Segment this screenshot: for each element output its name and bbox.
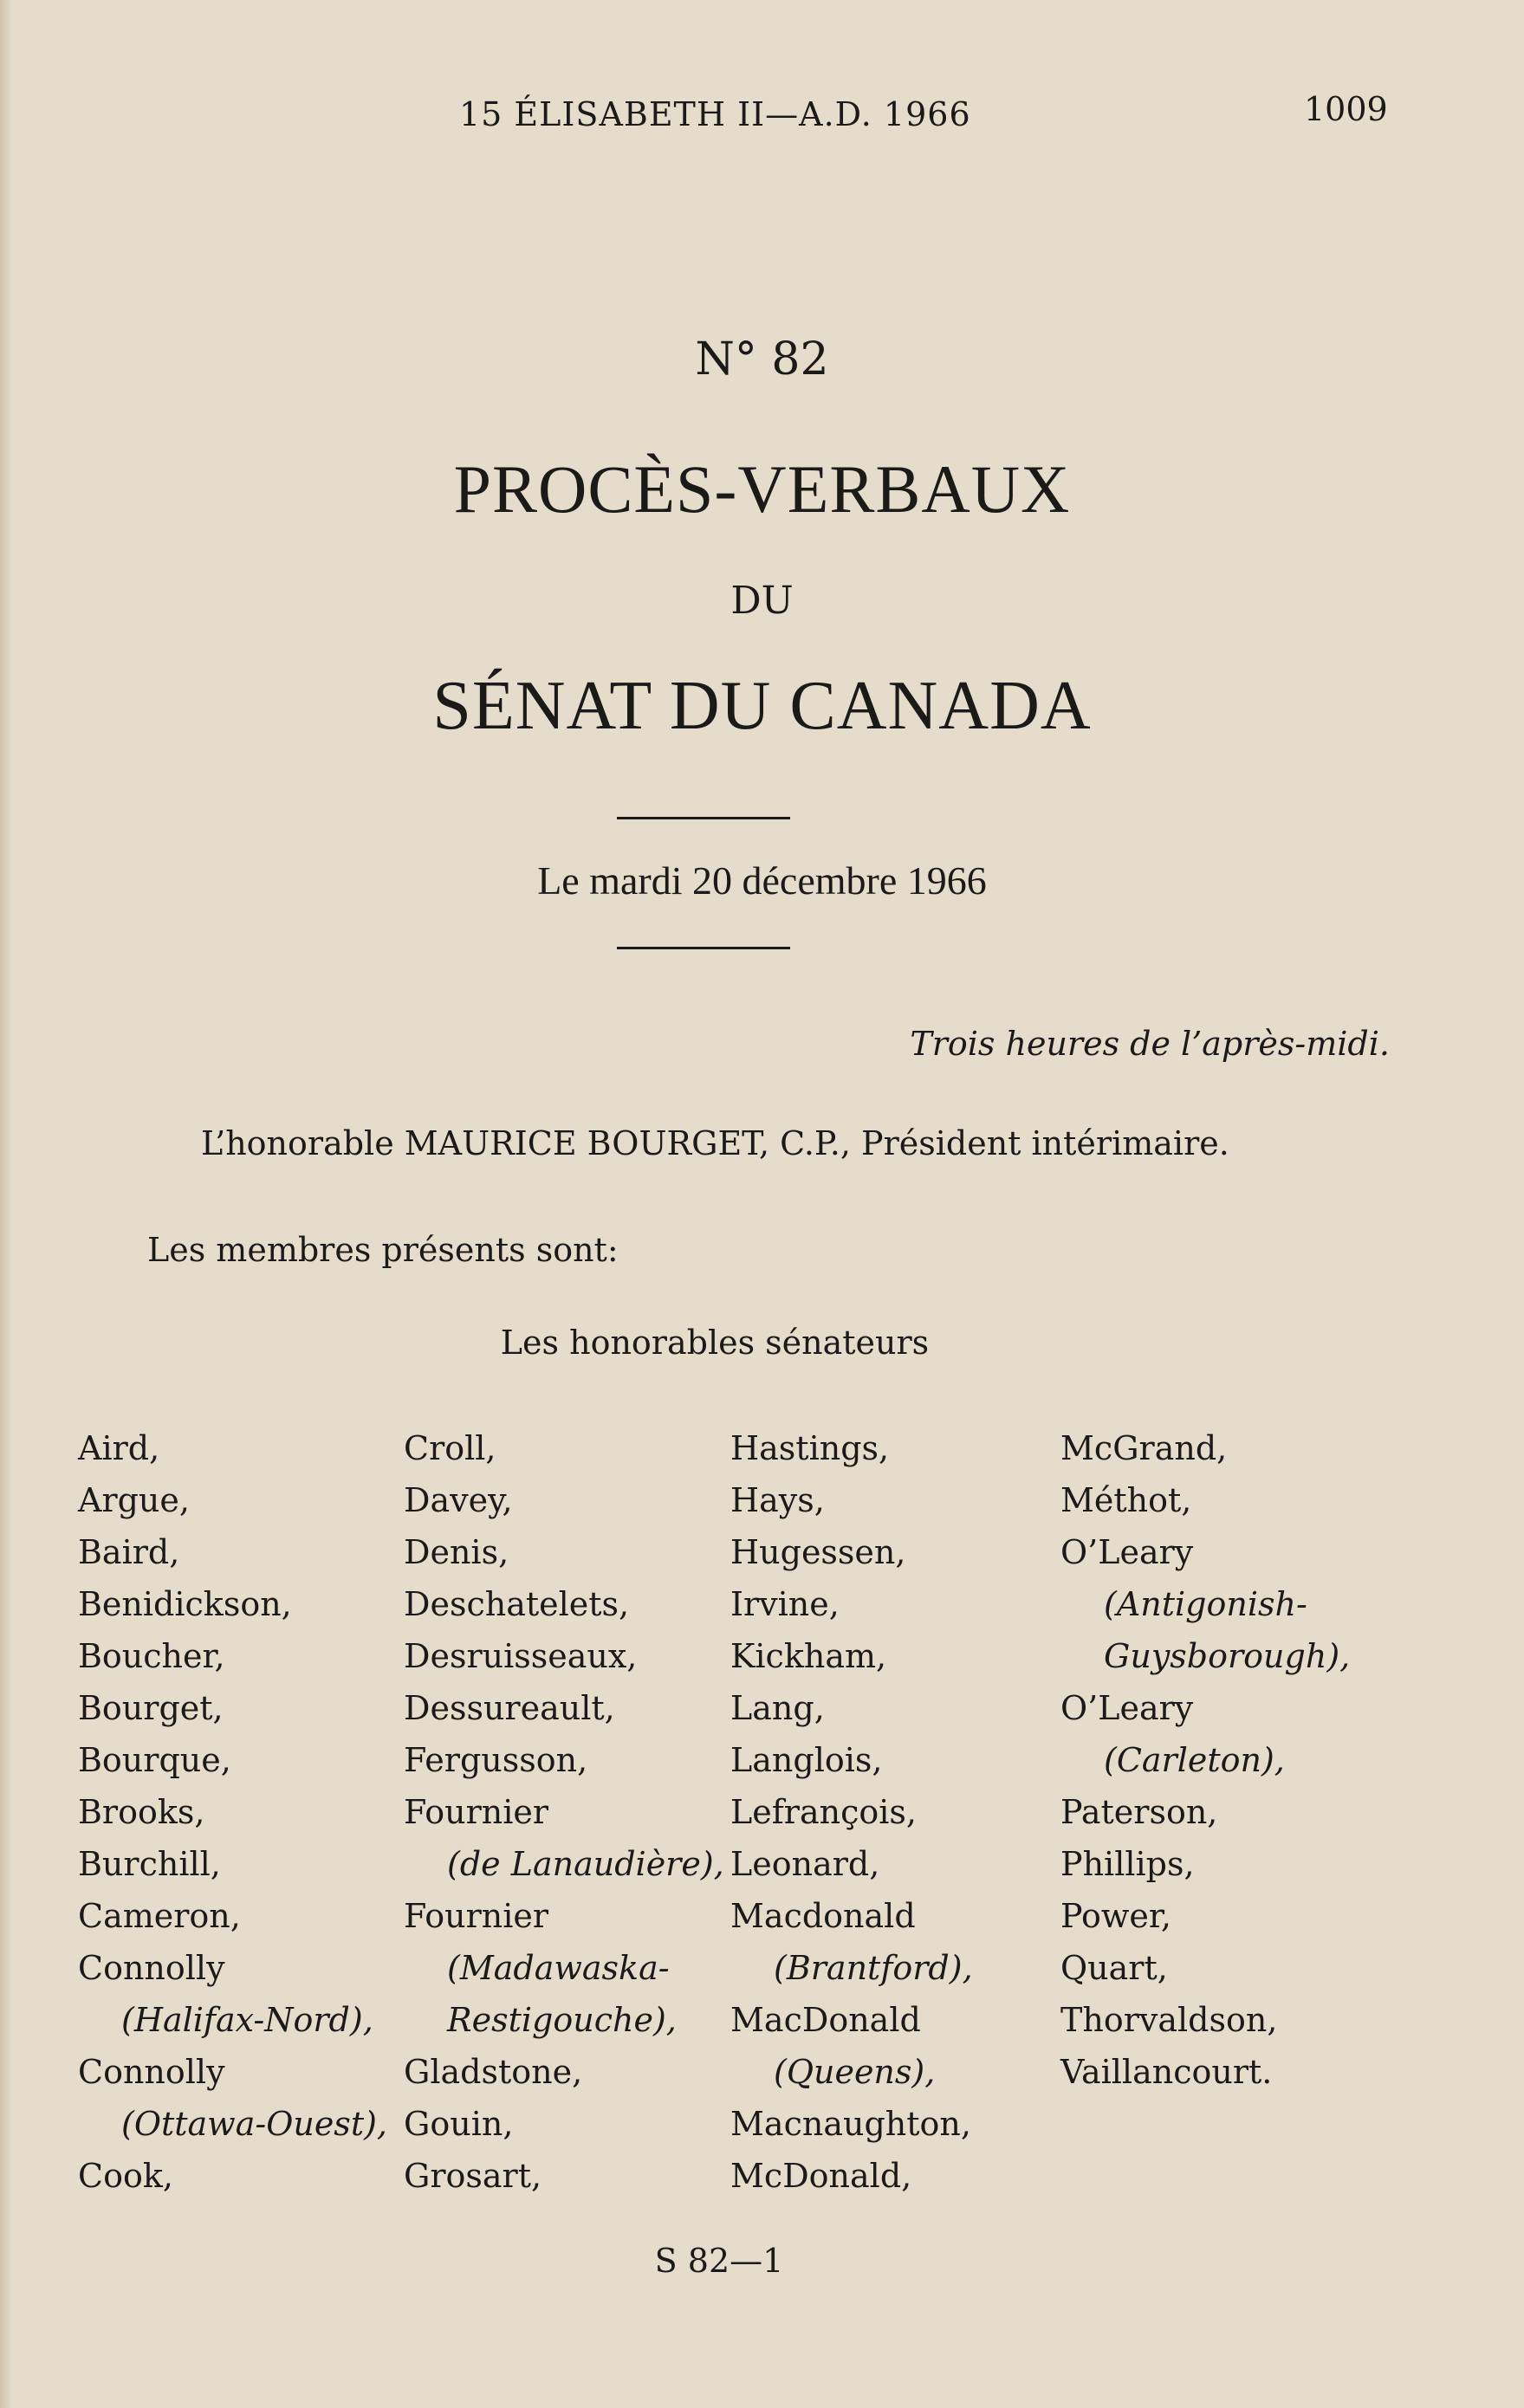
senator-name: MacDonald [730,2001,921,2039]
senator-riding: (de Lanaudière), [447,1845,724,1883]
page-number: 1009 [1304,90,1388,128]
running-title: 15 ÉLISABETH II—A.D. 1966 [459,95,971,133]
senator-name: Burchill, [78,1845,221,1883]
document-title: PROCÈS-VERBAUX [453,451,1071,527]
senator-name: Grosart, [404,2157,542,2195]
senator-name: Phillips, [1060,1845,1195,1883]
senator-name: Kickham, [730,1637,887,1675]
senator-name: Thorvaldson, [1060,2001,1278,2039]
running-head [0,90,1524,139]
senator-name: Connolly [78,1949,225,1987]
senator-name: Lang, [730,1689,825,1727]
senator-name: Gladstone, [404,2053,583,2091]
senator-name: Benidickson, [78,1585,292,1623]
document-subtitle: SÉNAT DU CANADA [432,668,1092,744]
senator-name: Vaillancourt. [1060,2053,1273,2091]
senator-name: Deschatelets, [404,1585,630,1623]
senator-name: O’Leary [1060,1689,1194,1727]
senator-name: Lefrançois, [730,1793,917,1831]
senator-name: Davey, [404,1481,513,1519]
senator-name: Cameron, [78,1897,241,1935]
senator-column-1 [78,1422,416,2202]
senator-name: McDonald, [730,2157,912,2195]
sitting-time: Trois heures de l’après-midi. [910,1025,1390,1063]
senator-name: Aird, [78,1429,160,1467]
senator-name: Bourget, [78,1689,224,1727]
senator-name: Irvine, [730,1585,840,1623]
senator-name: Langlois, [730,1741,883,1779]
senator-riding: (Carleton), [1104,1741,1285,1779]
senator-name: Power, [1060,1897,1171,1935]
senator-name: Hastings, [730,1429,890,1467]
senator-name: Connolly [78,2053,225,2091]
title-connector: DU [730,579,794,623]
senator-name: Fournier [404,1897,549,1935]
divider-bottom [617,947,790,949]
senator-name: O’Leary [1060,1533,1194,1571]
senator-name: Argue, [78,1481,190,1519]
senator-riding: (Halifax-Nord), [121,2001,373,2039]
senator-riding: Guysborough), [1104,1637,1351,1675]
sitting-date: Le mardi 20 décembre 1966 [537,858,987,903]
senator-name: Quart, [1060,1949,1168,1987]
senator-name: Brooks, [78,1793,205,1831]
senator-name: Fournier [404,1793,549,1831]
senator-name: Dessureault, [404,1689,615,1727]
senator-name: Desruisseaux, [404,1637,638,1675]
senators-heading: Les honorables sénateurs [500,1324,930,1362]
senator-riding: Restigouche), [447,2001,677,2039]
senator-name: Cook, [78,2157,173,2195]
senator-name: Paterson, [1060,1793,1218,1831]
senator-riding: (Brantford), [774,1949,973,1987]
senator-name: Bourque, [78,1741,231,1779]
issue-number: N° 82 [695,333,829,385]
senator-name: Gouin, [404,2105,514,2143]
senator-name: Hugessen, [730,1533,906,1571]
divider-top [617,817,790,819]
senator-name: McGrand, [1060,1429,1228,1467]
senator-name: Fergusson, [404,1741,588,1779]
members-intro: Les membres présents sont: [147,1231,619,1269]
senator-name: Leonard, [730,1845,880,1883]
senator-riding: (Ottawa-Ouest), [121,2105,387,2143]
senator-name: Baird, [78,1533,180,1571]
senator-name: Macnaughton, [730,2105,971,2143]
senator-name: Croll, [404,1429,496,1467]
senator-riding: (Madawaska- [447,1949,670,1987]
senator-column-2 [404,1422,742,2202]
senator-name: Boucher, [78,1637,225,1675]
senator-name: Hays, [730,1481,825,1519]
signature-mark: S 82—1 [654,2242,784,2280]
senator-name: Méthot, [1060,1481,1192,1519]
senator-riding: (Queens), [774,2053,936,2091]
senator-column-3 [730,1422,1068,2202]
senator-riding: (Antigonish- [1104,1585,1307,1623]
senator-name: Macdonald [730,1897,916,1935]
senator-name: Denis, [404,1533,509,1571]
presiding-officer: L’honorable MAURICE BOURGET, C.P., Président intérimaire. [201,1124,1229,1162]
senator-column-4 [1060,1422,1398,2098]
